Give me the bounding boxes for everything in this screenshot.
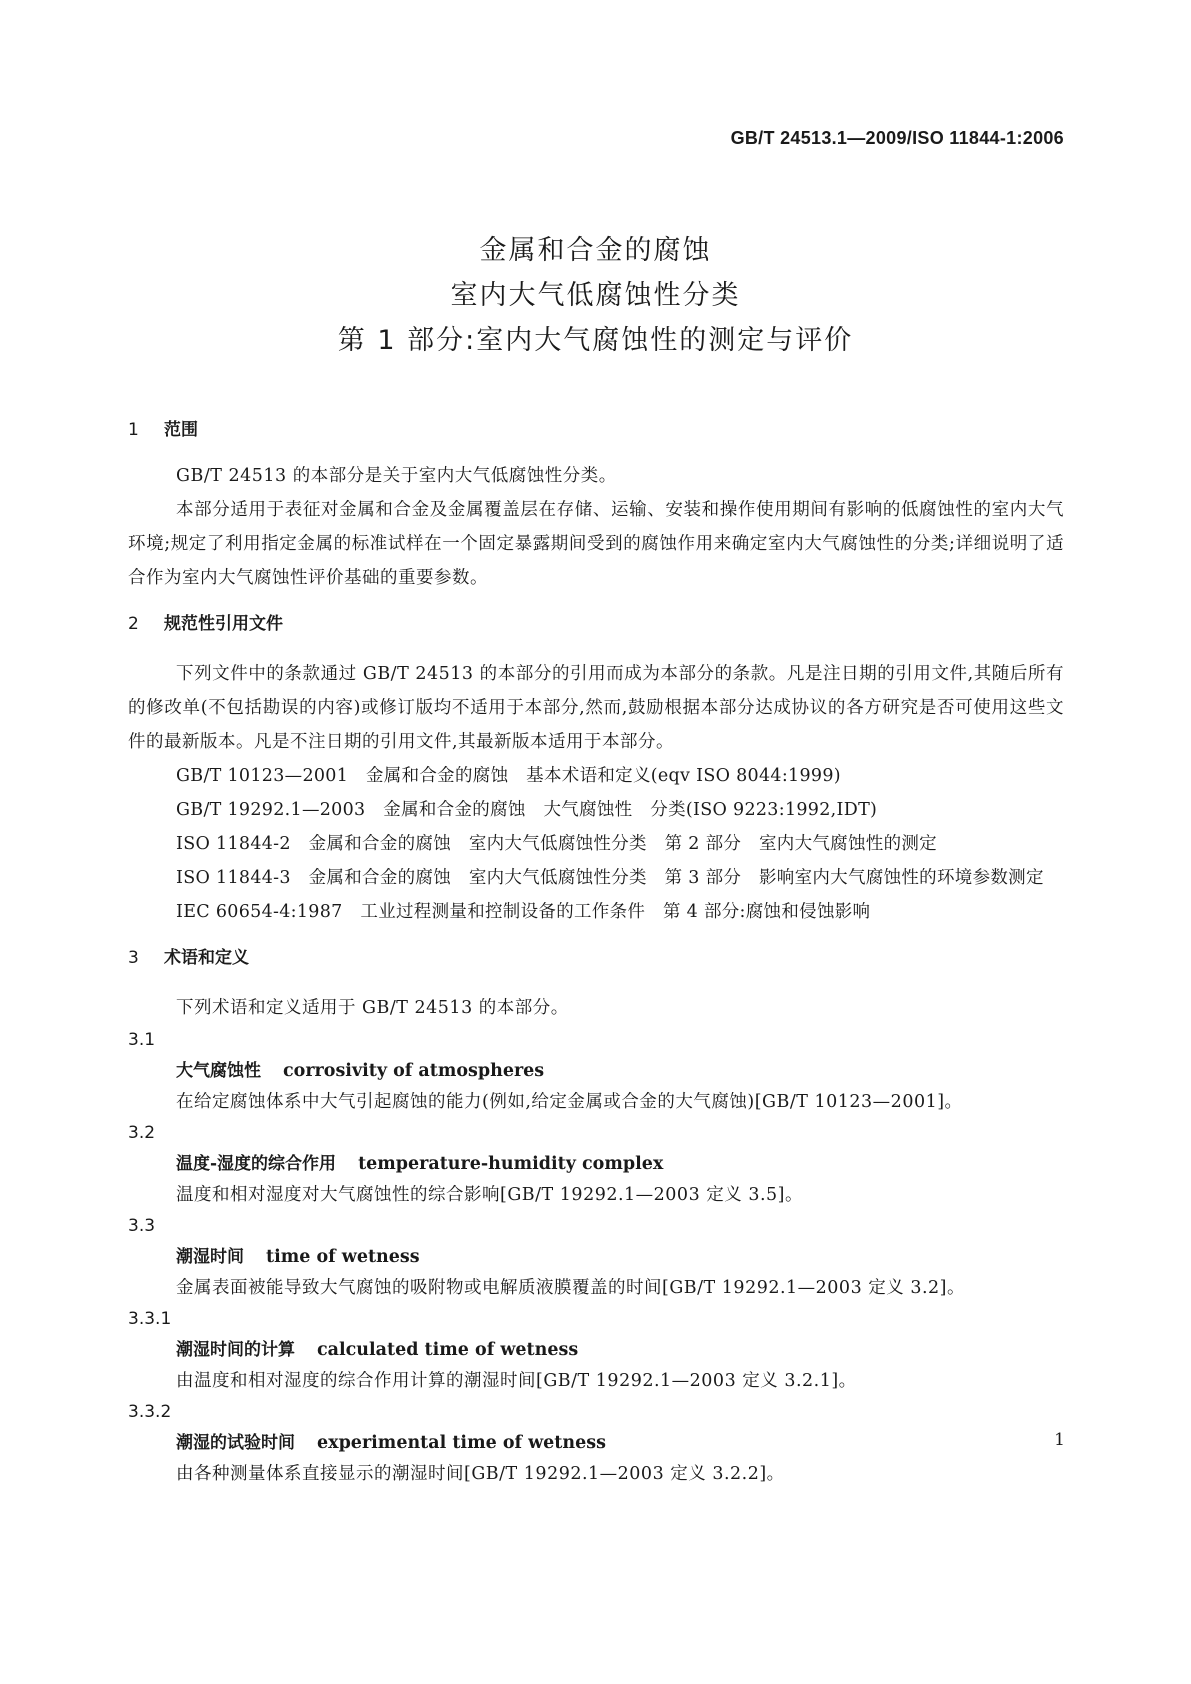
section-heading-terms-definitions [128,941,1064,975]
term-zh: 温度-湿度的综合作用 [176,1154,337,1174]
clause-number: 3.2 [128,1123,156,1143]
term-en: temperature-humidity complex [358,1154,664,1174]
paragraph: 下列术语和定义适用于 GB/T 24513 的本部分。 [176,998,569,1018]
term-en: experimental time of wetness [317,1433,606,1453]
term-definition: 金属表面被能导致大气腐蚀的吸附物或电解质液膜覆盖的时间[GB/T 19292.1—2003 定义 3.2]。 [176,1278,965,1298]
document-title [0,228,1191,363]
section-title: 术语和定义 [164,948,249,968]
term-entry [128,1149,1064,1180]
paragraph: GB/T 24513 的本部分是关于室内大气低腐蚀性分类。 [176,466,617,486]
term-entry [128,1056,1064,1087]
standard-code: GB/T 24513.1—2009/ISO 11844-1:2006 [730,128,1064,148]
section-heading-normative-references [128,607,1064,641]
document-body [128,413,1064,1490]
reference-item: IEC 60654-4:1987 工业过程测量和控制设备的工作条件 第 4 部分:腐蚀和侵蚀影响 [176,902,871,922]
term-definition: 温度和相对湿度对大气腐蚀性的综合影响[GB/T 19292.1—2003 定义 3.5]。 [176,1185,803,1205]
section-number: 2 [128,614,139,634]
term-zh: 潮湿时间 [176,1247,244,1267]
term-en: time of wetness [266,1247,420,1267]
term-en: calculated time of wetness [317,1340,579,1360]
paragraph: 本部分适用于表征对金属和合金及金属覆盖层在存储、运输、安装和操作使用期间有影响的低腐蚀性的室内大气环境;规定了利用指定金属的标准试样在一个固定暴露期间受到的腐蚀作用来确定室内大气腐蚀性的分类;详细说明了适合作为室内大气腐蚀性评价基础的重要参数。 [128,500,1064,588]
title-line-2: 室内大气低腐蚀性分类 [450,280,741,311]
clause-number: 3.3.1 [128,1309,172,1329]
term-zh: 大气腐蚀性 [176,1061,261,1081]
term-entry [128,1335,1064,1366]
reference-item: ISO 11844-3 金属和合金的腐蚀 室内大气低腐蚀性分类 第 3 部分 影响室内大气腐蚀性的环境参数测定 [176,868,1044,888]
page-number: 1 [1054,1430,1065,1450]
term-zh: 潮湿的试验时间 [176,1433,295,1453]
term-definition: 由温度和相对湿度的综合作用计算的潮湿时间[GB/T 19292.1—2003 定义 3.2.1]。 [176,1371,857,1391]
section-title: 范围 [164,420,198,440]
reference-item: GB/T 10123—2001 金属和合金的腐蚀 基本术语和定义(eqv ISO 8044:1999) [176,766,841,786]
reference-item: ISO 11844-2 金属和合金的腐蚀 室内大气低腐蚀性分类 第 2 部分 室内大气腐蚀性的测定 [176,834,937,854]
clause-number: 3.3 [128,1216,156,1236]
term-entry [128,1428,1064,1459]
section-number: 3 [128,948,139,968]
term-zh: 潮湿时间的计算 [176,1340,295,1360]
title-line-1: 金属和合金的腐蚀 [479,235,712,266]
section-heading-scope [128,413,1064,447]
title-line-3: 第 1 部分:室内大气腐蚀性的测定与评价 [337,325,854,356]
term-definition: 在给定腐蚀体系中大气引起腐蚀的能力(例如,给定金属或合金的大气腐蚀)[GB/T 10123—2001]。 [176,1092,963,1112]
clause-number: 3.3.2 [128,1402,172,1422]
term-en: corrosivity of atmospheres [283,1061,545,1081]
reference-item: GB/T 19292.1—2003 金属和合金的腐蚀 大气腐蚀性 分类(ISO 9223:1992,IDT) [176,800,878,820]
term-entry [128,1242,1064,1273]
term-definition: 由各种测量体系直接显示的潮湿时间[GB/T 19292.1—2003 定义 3.2.2]。 [176,1464,785,1484]
clause-number: 3.1 [128,1030,156,1050]
paragraph: 下列文件中的条款通过 GB/T 24513 的本部分的引用而成为本部分的条款。凡是注日期的引用文件,其随后所有的修改单(不包括勘误的内容)或修订版均不适用于本部分,然而,鼓励根据本部分达成协议的各方研究是否可使用这些文件的最新版本。凡是不注日期的引用文件,其最新版本适用于本部分。 [128,664,1064,752]
section-number: 1 [128,420,139,440]
section-title: 规范性引用文件 [164,614,283,634]
